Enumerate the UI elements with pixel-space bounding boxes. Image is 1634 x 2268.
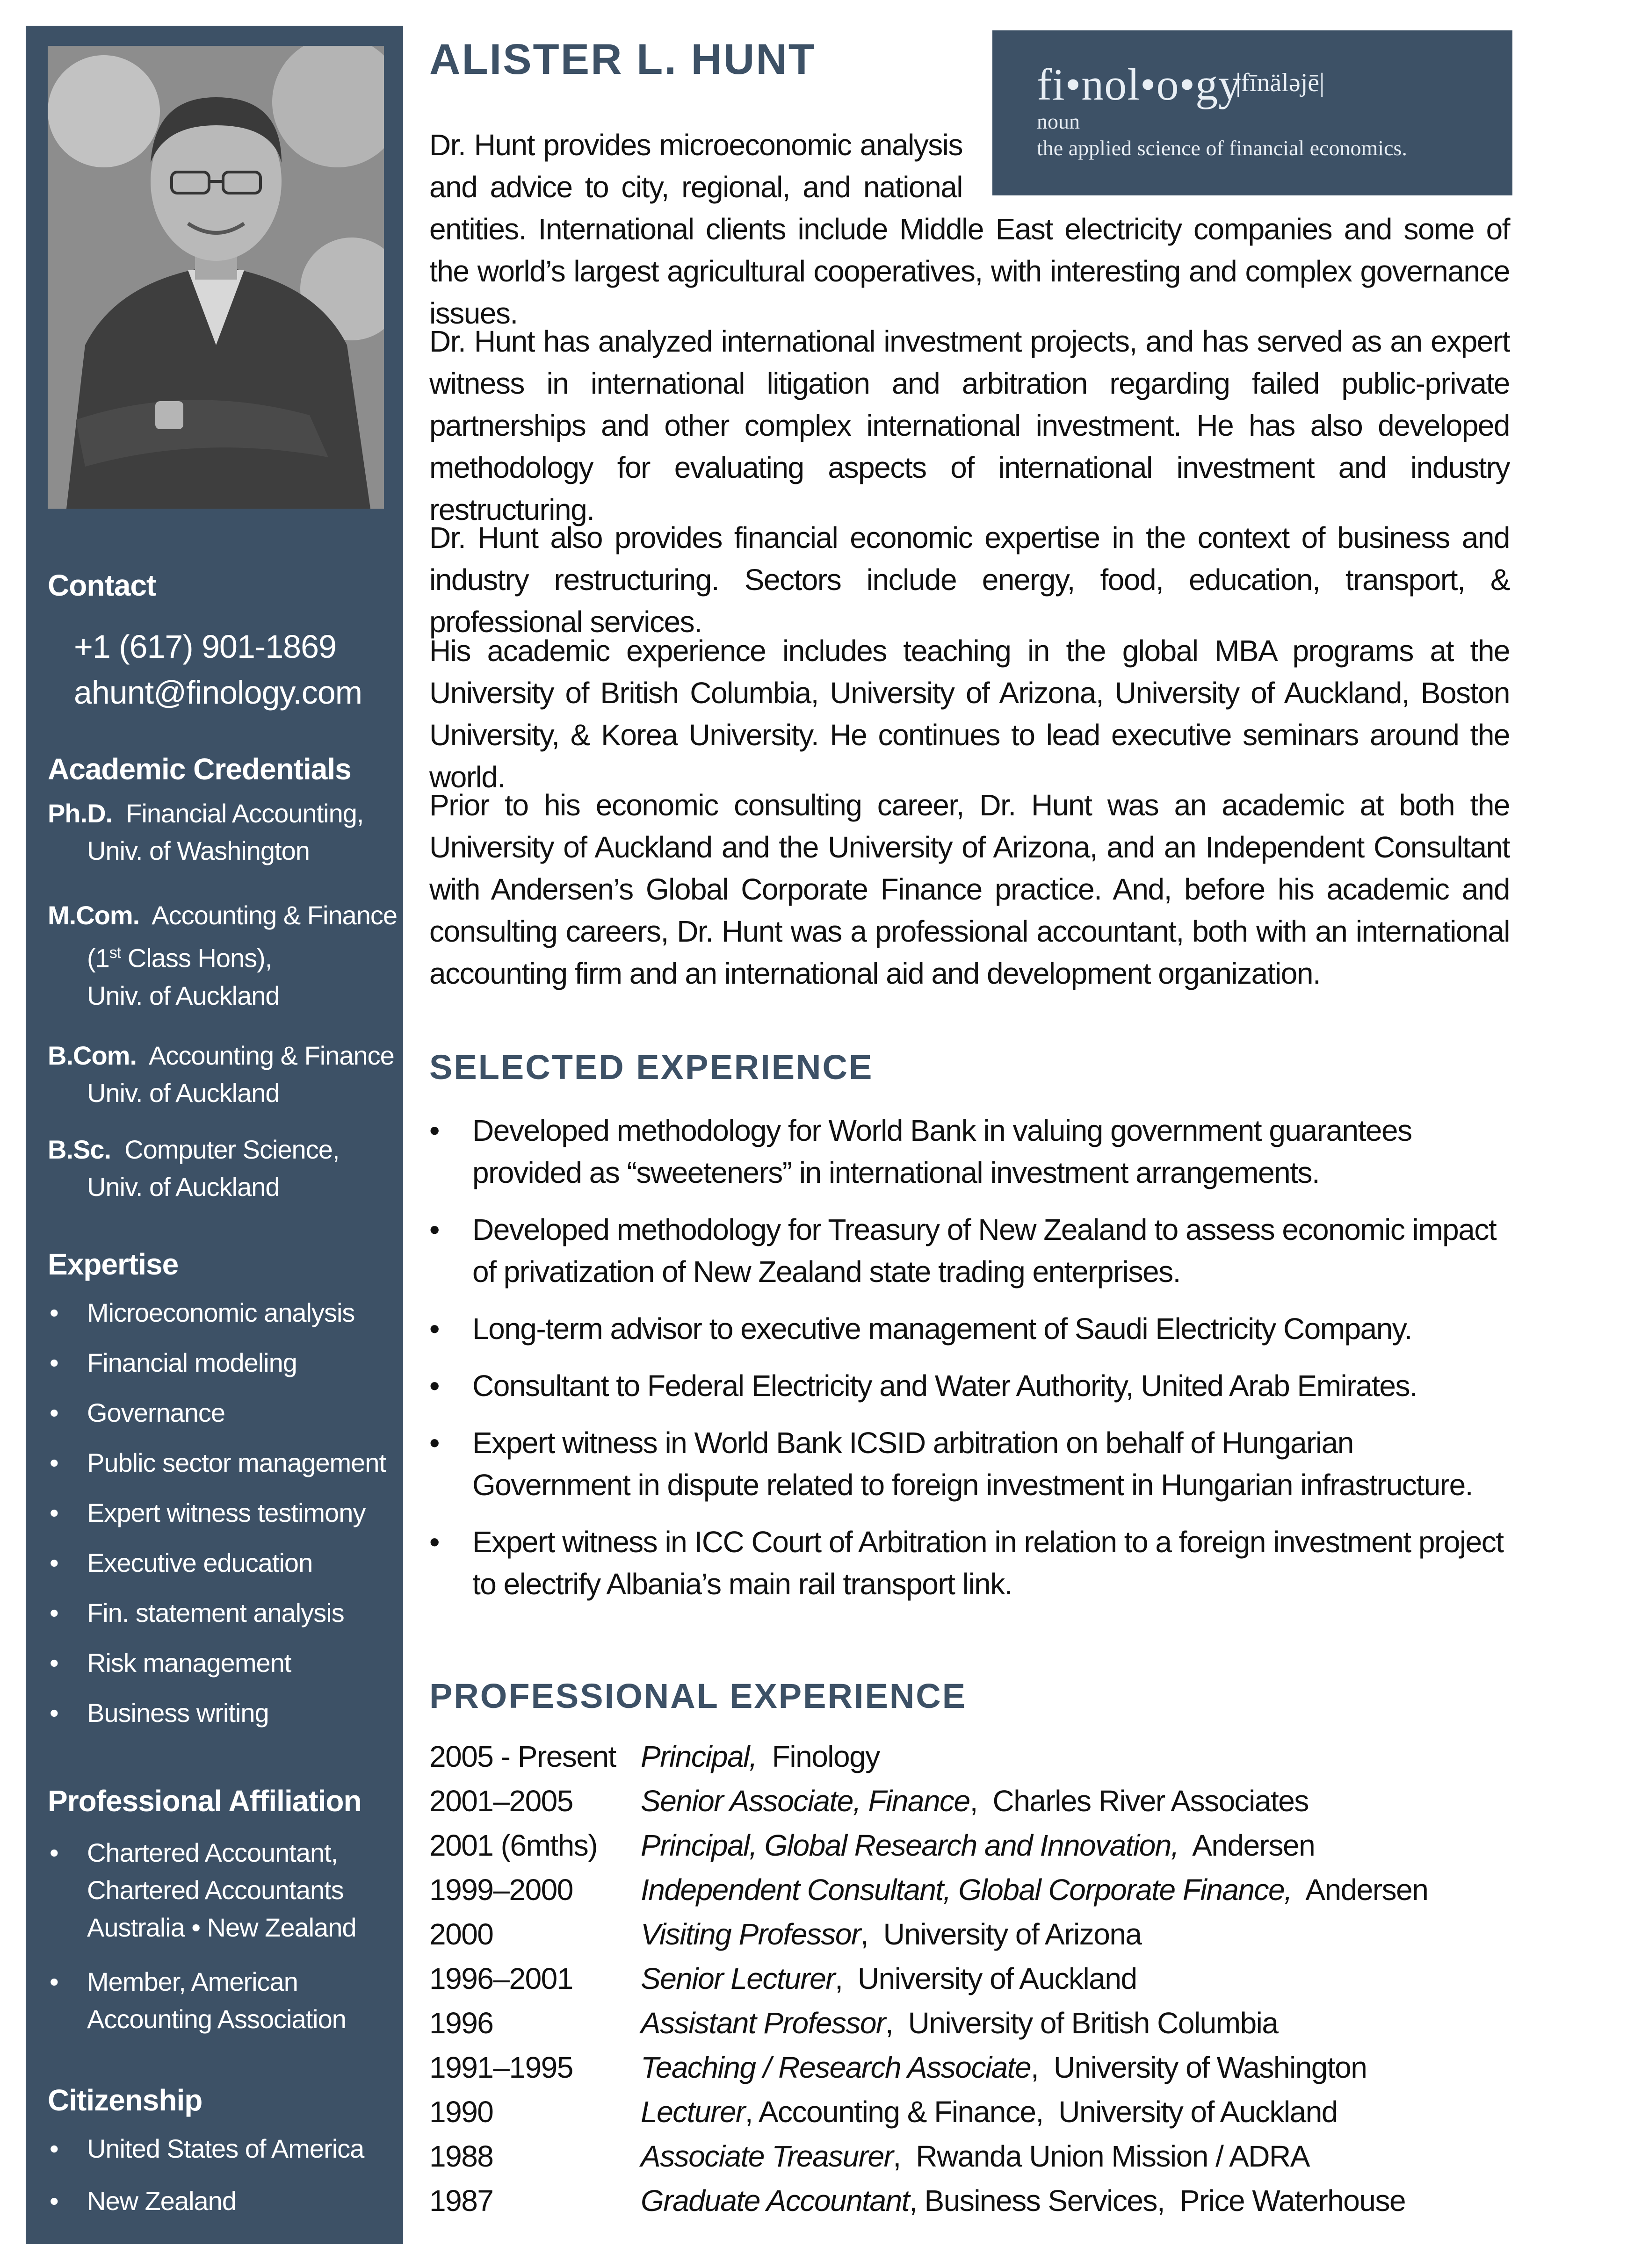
list-item: • Microeconomic analysis (48, 1297, 386, 1347)
professional-experience-table (429, 1739, 1428, 2228)
experience-description (641, 1784, 1428, 1828)
list-item: • Long-term advisor to executive management of Saudi Electricity Company. (429, 1308, 1510, 1350)
logo-pronunciation: |fīnäləjē| (1236, 68, 1325, 97)
credential-field: Computer Science, (124, 1135, 340, 1164)
experience-role: Principal, Global Research and Innovation, (641, 1829, 1179, 1862)
experience-organization: Andersen (1192, 1829, 1315, 1862)
portrait-illustration (48, 46, 384, 509)
professional-affiliation-heading: Professional Affiliation (48, 1784, 362, 1818)
professional-experience-title: PROFESSIONAL EXPERIENCE (429, 1677, 967, 1715)
credential-field: Accounting & Finance (149, 1041, 394, 1070)
profile-photo (48, 46, 384, 509)
bio-paragraph-4: His academic experience includes teaching in the global MBA programs at the University of British Columbia, University of Arizona, University of Auckland, Boston University, & Korea University. He continues to lead executive seminars around the world. (429, 634, 1510, 794)
experience-role: Lecturer (641, 2095, 745, 2129)
credential-degree: B.Sc. (48, 1135, 111, 1164)
finology-logo (992, 30, 1512, 195)
bio-paragraph-1-line-2: and advice to city, regional, and national (429, 170, 962, 204)
experience-detail: , Accounting & Finance, (745, 2095, 1043, 2129)
logo-definition: the applied science of financial economics. (1037, 136, 1407, 160)
table-row (429, 1739, 1428, 1784)
experience-description (641, 2183, 1428, 2228)
bio-paragraph-5: Prior to his economic consulting career, Dr. Hunt was an academic at both the University of Auckland and the University of Arizona, and an Independent Consultant with Andersen’s Global Corporate Finance practice. And, before his academic and consulting careers, Dr. Hunt was a professional accountant, both with an international accounting firm and an international aid and development organization. (429, 788, 1510, 990)
bio-paragraph-1-rest: entities. International clients include Middle East electricity companies and some of the world’s largest agricultural cooperatives, with interesting and complex governance issues. (429, 212, 1510, 330)
credential-school: Univ. of Auckland (87, 980, 280, 1010)
experience-years: 2005 - Present (429, 1740, 616, 1773)
experience-role: Principal, (641, 1740, 757, 1773)
experience-years: 1990 (429, 2095, 493, 2129)
logo-part-of-speech: noun (1037, 109, 1080, 133)
experience-years: 1987 (429, 2184, 493, 2218)
list-item: • Fin. statement analysis (48, 1598, 386, 1648)
experience-years: 2001 (6mths) (429, 1829, 598, 1862)
bio-paragraph-3: Dr. Hunt also provides financial economic expertise in the context of business and industry restructuring. Sectors include energy, food, education, transport, & professional services. (429, 521, 1510, 639)
experience-organization: Andersen (1305, 1873, 1428, 1907)
credential-degree: B.Com. (48, 1041, 137, 1070)
credential-degree: M.Com. (48, 900, 140, 930)
table-row (429, 2050, 1428, 2095)
experience-description (641, 1739, 1428, 1784)
experience-detail: , (885, 2006, 893, 2040)
list-item: • Financial modeling (48, 1347, 386, 1397)
contact-phone[interactable]: +1 (617) 901-1869 (74, 628, 336, 665)
list-item: • United States of America (48, 2133, 364, 2186)
experience-organization: Finology (772, 1740, 880, 1773)
credential-phd (48, 795, 363, 870)
sidebar (26, 26, 403, 2244)
credential-mcom (48, 897, 397, 1015)
page-title: ALISTER L. HUNT (429, 36, 816, 83)
experience-detail: , (1031, 2051, 1039, 2084)
credential-field: Accounting & Finance (152, 900, 398, 930)
experience-role: Senior Associate, Finance (641, 1784, 970, 1818)
logo-word: fi•nol•o•gy (1037, 59, 1242, 109)
list-item: • Expert witness in ICC Court of Arbitration in relation to a foreign investment project to electrify Albania’s main rail transport link. (429, 1521, 1510, 1605)
experience-detail: , (860, 1917, 868, 1951)
list-item: • Developed methodology for World Bank in valuing government guarantees provided as “sweeteners” in international investment arrangements. (429, 1109, 1510, 1194)
list-item: • Governance (48, 1397, 386, 1447)
list-item: • Chartered Accountant, Chartered Accountants Australia • New Zealand (48, 1834, 356, 1946)
contact-heading: Contact (48, 569, 156, 602)
list-item: • New Zealand (48, 2186, 364, 2238)
experience-organization: University of Arizona (883, 1917, 1142, 1951)
experience-organization: Charles River Associates (992, 1784, 1309, 1818)
experience-description (641, 2050, 1428, 2095)
experience-role: Visiting Professor (641, 1917, 860, 1951)
credential-honours: (1st Class Hons), (87, 943, 272, 973)
experience-organization: Rwanda Union Mission / ADRA (916, 2139, 1309, 2173)
affiliation-list (48, 1834, 356, 2038)
experience-years: 1996–2001 (429, 1962, 573, 1995)
list-item: • Developed methodology for Treasury of New Zealand to assess economic impact of privatization of New Zealand state trading enterprises. (429, 1209, 1510, 1293)
experience-detail: , (835, 1962, 843, 1995)
experience-detail: , (893, 2139, 901, 2173)
list-item: • Expert witness testimony (48, 1498, 386, 1548)
list-item: • Member, American Accounting Association (48, 1963, 356, 2038)
contact-email[interactable]: ahunt@finology.com (74, 674, 362, 711)
credential-school: Univ. of Auckland (87, 1172, 280, 1202)
experience-detail: , Business Services, (909, 2184, 1165, 2218)
list-item: • Risk management (48, 1648, 386, 1698)
credential-degree: Ph.D. (48, 799, 113, 828)
experience-role: Independent Consultant, Global Corporate Finance, (641, 1873, 1292, 1907)
experience-role: Senior Lecturer (641, 1962, 835, 1995)
table-row (429, 2006, 1428, 2050)
experience-description (641, 2006, 1428, 2050)
experience-organization: Price Waterhouse (1179, 2184, 1406, 2218)
experience-years: 1996 (429, 2006, 493, 2040)
experience-description (641, 1872, 1428, 1917)
expertise-heading: Expertise (48, 1247, 179, 1281)
citizenship-heading: Citizenship (48, 2083, 202, 2117)
list-item: • Expert witness in World Bank ICSID arbitration on behalf of Hungarian Government in dispute related to foreign investment in Hungarian infrastructure. (429, 1422, 1510, 1506)
experience-years: 2000 (429, 1917, 493, 1951)
credential-field: Financial Accounting, (126, 799, 364, 828)
selected-experience-list (429, 1109, 1510, 1620)
experience-years: 1999–2000 (429, 1873, 573, 1907)
table-row (429, 1828, 1428, 1872)
experience-years: 1991–1995 (429, 2051, 573, 2084)
table-row (429, 2095, 1428, 2139)
credential-bcom (48, 1037, 394, 1112)
credential-bsc (48, 1131, 339, 1206)
expertise-list (48, 1297, 386, 1748)
experience-organization: University of Auckland (1058, 2095, 1338, 2129)
experience-role: Teaching / Research Associate (641, 2051, 1031, 2084)
experience-description (641, 2095, 1428, 2139)
experience-years: 2001–2005 (429, 1784, 573, 1818)
bio-paragraph-1-line-1: Dr. Hunt provides microeconomic analysis (429, 128, 962, 162)
citizenship-list (48, 2133, 364, 2238)
credential-school: Univ. of Washington (87, 836, 310, 865)
experience-detail: , (969, 1784, 977, 1818)
experience-role: Associate Treasurer (641, 2139, 893, 2173)
experience-role: Graduate Accountant (641, 2184, 909, 2218)
table-row (429, 1961, 1428, 2006)
experience-organization: University of British Columbia (908, 2006, 1278, 2040)
table-row (429, 1872, 1428, 1917)
credential-school: Univ. of Auckland (87, 1078, 280, 1108)
selected-experience-title: SELECTED EXPERIENCE (429, 1048, 874, 1087)
experience-role: Assistant Professor (641, 2006, 885, 2040)
experience-organization: University of Auckland (857, 1962, 1137, 1995)
table-row (429, 1917, 1428, 1961)
list-item: • Executive education (48, 1548, 386, 1598)
experience-description (641, 1828, 1428, 1872)
table-row (429, 1784, 1428, 1828)
experience-description (641, 1961, 1428, 2006)
experience-description (641, 2139, 1428, 2183)
experience-description (641, 1917, 1428, 1961)
experience-organization: University of Washington (1053, 2051, 1367, 2084)
experience-years: 1988 (429, 2139, 493, 2173)
list-item: • Consultant to Federal Electricity and Water Authority, United Arab Emirates. (429, 1365, 1510, 1407)
list-item: • Business writing (48, 1698, 386, 1748)
list-item: • Public sector management (48, 1447, 386, 1498)
table-row (429, 2139, 1428, 2183)
bio-paragraph-2: Dr. Hunt has analyzed international investment projects, and has served as an expert witness in international litigation and arbitration regarding failed public-private partnerships and other complex international investment. He has also developed methodology for evaluating aspects of international investment and industry restructuring. (429, 324, 1510, 526)
academic-credentials-heading: Academic Credentials (48, 752, 351, 786)
table-row (429, 2183, 1428, 2228)
